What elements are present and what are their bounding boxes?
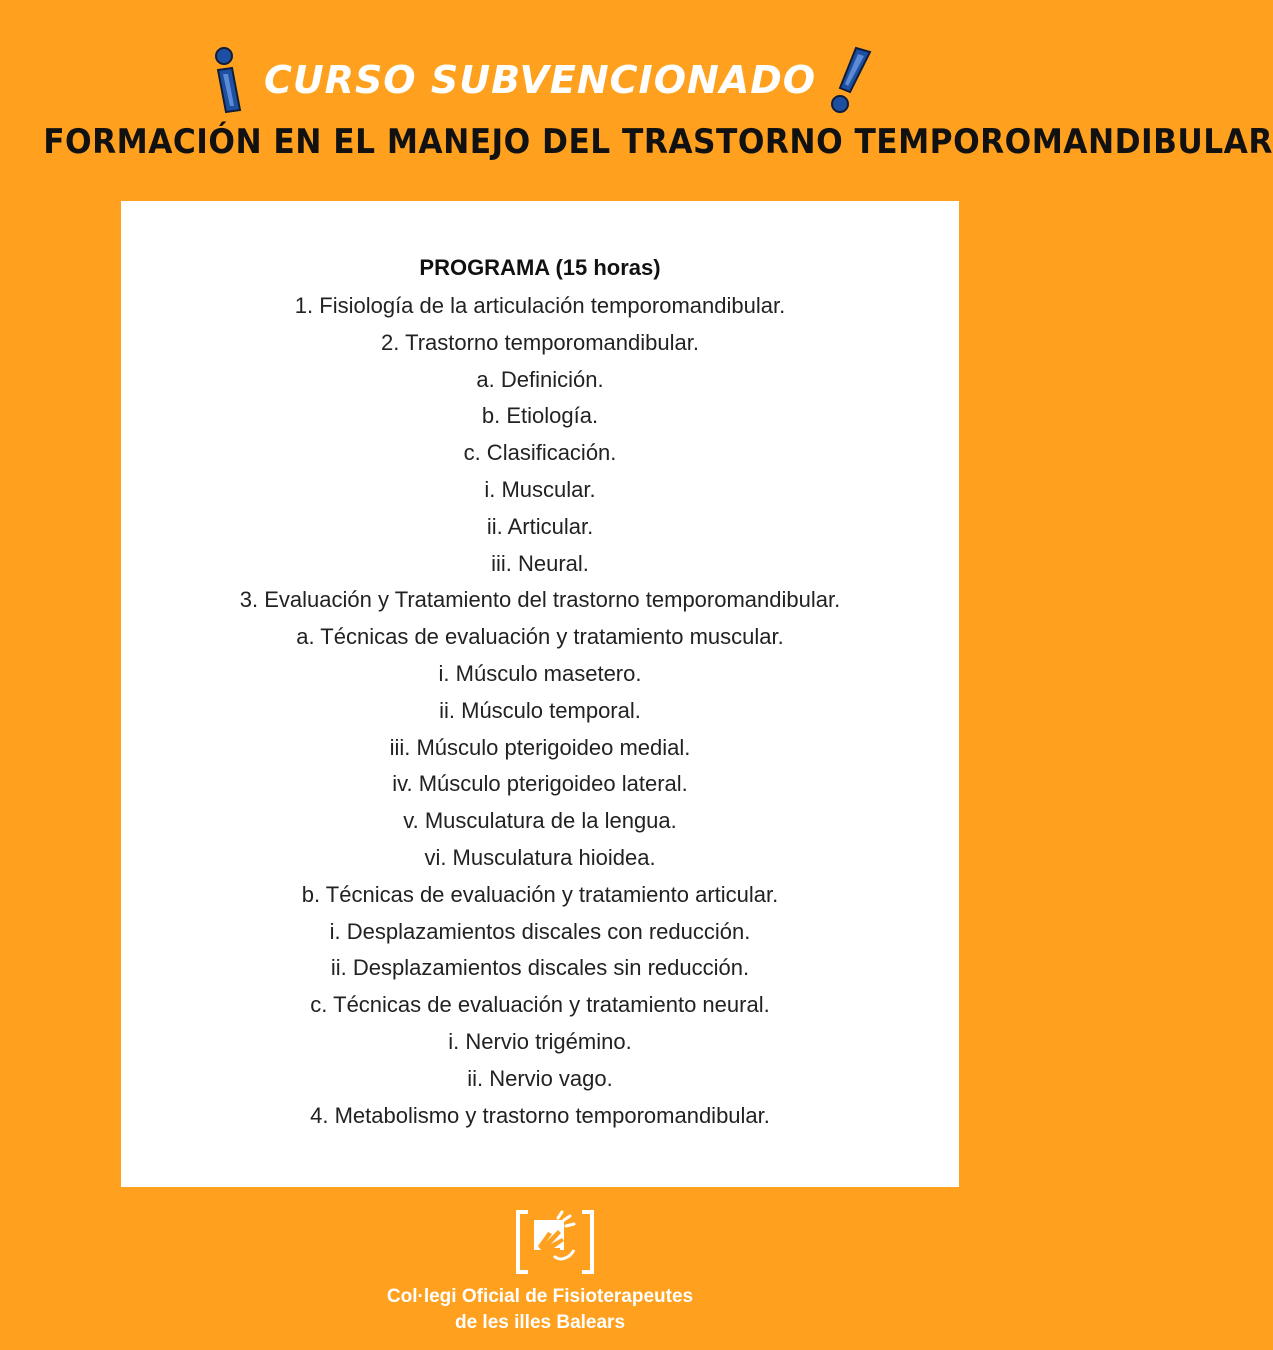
program-title: PROGRAMA (15 horas) <box>419 255 661 280</box>
header <box>0 0 1273 200</box>
program-list <box>121 288 959 1134</box>
program-item: b. Técnicas de evaluación y tratamiento articular. <box>301 881 779 907</box>
program-item: 2. Trastorno temporomandibular. <box>381 329 699 355</box>
program-item: b. Etiología. <box>481 403 599 429</box>
program-item: v. Musculatura de la lengua. <box>403 808 677 834</box>
program-item: iv. Músculo pterigoideo lateral. <box>392 771 688 797</box>
footer <box>0 1200 1080 1350</box>
program-item: i. Músculo masetero. <box>438 660 642 686</box>
program-item: a. Técnicas de evaluación y tratamiento muscular. <box>296 624 784 650</box>
headline-row <box>0 44 1080 116</box>
org-name-line-2: de les illes Balears <box>454 1312 626 1333</box>
subheadline: FORMACIÓN EN EL MANEJO DEL TRASTORNO TEMPOROMANDIBULAR <box>43 122 1273 162</box>
program-item: i. Nervio trigémino. <box>448 1028 632 1054</box>
program-item: i. Desplazamientos discales con reducción. <box>329 918 751 944</box>
program-item: ii. Nervio vago. <box>467 1065 613 1091</box>
program-item: 1. Fisiología de la articulación temporomandibular. <box>294 293 786 318</box>
inverted-exclamation-icon <box>204 44 252 116</box>
program-item: 4. Metabolismo y trastorno temporomandibular. <box>310 1102 770 1128</box>
program-item: i. Muscular. <box>484 476 596 502</box>
program-card <box>121 201 959 1187</box>
program-item: ii. Articular. <box>486 513 594 539</box>
program-item: vi. Musculatura hioidea. <box>424 844 656 870</box>
program-item: iii. Músculo pterigoideo medial. <box>389 734 691 760</box>
program-item: c. Técnicas de evaluación y tratamiento neural. <box>310 992 770 1018</box>
program-item: a. Definición. <box>476 366 604 392</box>
org-name-line-1: Col·legi Oficial de Fisioterapeutes <box>386 1286 694 1307</box>
program-item: ii. Desplazamientos discales sin reducción. <box>330 955 750 981</box>
exclamation-icon <box>828 44 876 116</box>
program-item: iii. Neural. <box>491 550 589 576</box>
program-item: 3. Evaluación y Tratamiento del trastorno temporomandibular. <box>239 587 841 613</box>
program-item: c. Clasificación. <box>463 440 617 466</box>
headline: CURSO SUBVENCIONADO <box>263 58 817 102</box>
hand-bracket-logo-icon <box>514 1208 596 1276</box>
program-item: ii. Músculo temporal. <box>439 697 641 723</box>
